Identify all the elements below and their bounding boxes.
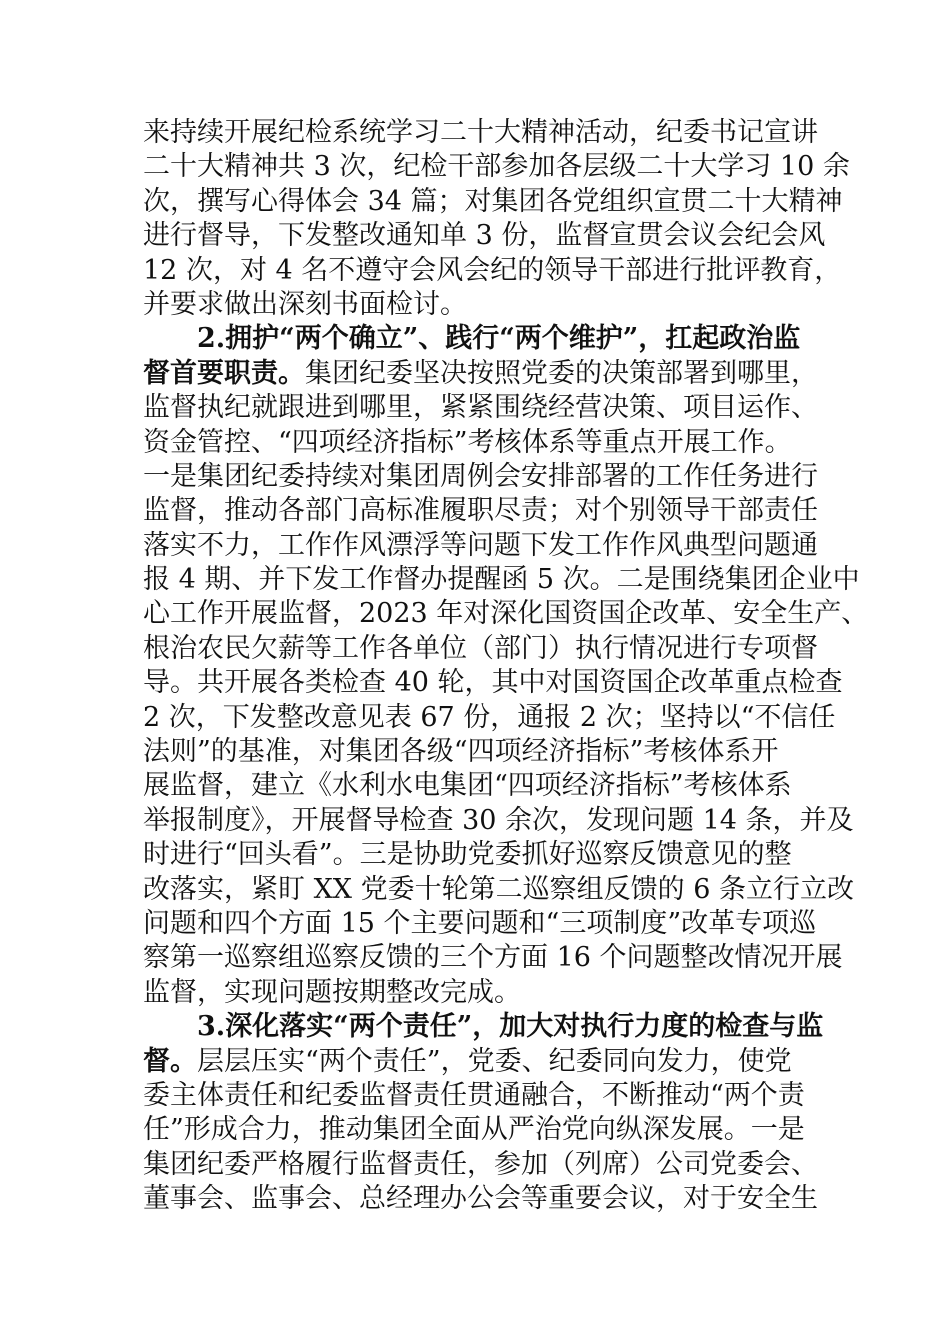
- text-line: [143, 1182, 823, 1216]
- text-line: [143, 666, 843, 700]
- paragraph-text: 任”形成合力，推动集团全面从严治党向纵深发展。一是: [143, 1114, 805, 1146]
- text-line: [143, 219, 826, 253]
- paragraph-text: 问题和四个方面 15 个主要问题和“三项制度”改革专项巡: [143, 907, 817, 939]
- text-line: [143, 288, 823, 322]
- text-line: [143, 460, 823, 494]
- paragraph-text: 来持续开展纪检系统学习二十大精神活动，纪委书记宣讲: [143, 117, 818, 148]
- text-line: [143, 150, 850, 184]
- paragraph-text: 落实不力，工作作风漂浮等问题下发工作作风典型问题通: [143, 529, 818, 561]
- text-line: [143, 426, 823, 460]
- text-line: [143, 769, 823, 803]
- paragraph-text: 次，撰写心得体会 34 篇；对集团各党组织宣贯二十大精神: [143, 185, 843, 217]
- text-line: [143, 976, 823, 1010]
- paragraph-text: 改落实，紧盯 XX 党委十轮第二巡察组反馈的 6 条立行立改: [143, 873, 854, 905]
- paragraph-text: 二十大精神共 3 次，纪检干部参加各层级二十大学习 10 余: [143, 151, 850, 183]
- paragraph-text: 展监督，建立《水利水电集团“四项经济指标”考核体系: [143, 770, 792, 802]
- paragraph-text: 监督，实现问题按期整改完成。: [143, 976, 521, 1008]
- paragraph-text: 举报制度》，开展督导检查 30 余次，发现问题 14 条，并及: [143, 804, 854, 836]
- text-line: [143, 494, 823, 528]
- text-line: [143, 254, 842, 288]
- paragraph-text: 时进行“回头看”。三是协助党委抓好巡察反馈意见的整: [143, 839, 792, 871]
- paragraph-text: 2 次，下发整改意见表 67 份，通报 2 次；坚持以“不信任: [143, 701, 836, 733]
- paragraph-text: 导。共开展各类检查 40 轮，其中对国资国企改革重点检查: [143, 667, 843, 699]
- text-line: [143, 1148, 823, 1182]
- paragraph-text: 报 4 期、并下发工作督办提醒函 5 次。二是围绕集团企业中: [143, 564, 860, 596]
- text-line: [143, 838, 823, 872]
- text-line: [143, 907, 823, 941]
- text-line: [143, 735, 823, 769]
- paragraph-text: 委主体责任和纪委监督责任贯通融合，不断推动“两个责: [143, 1079, 805, 1111]
- text-line: [143, 1079, 823, 1113]
- paragraph-text: 董事会、监事会、总经理办公会等重要会议，对于安全生: [143, 1183, 818, 1215]
- paragraph-text: 12 次，对 4 名不遵守会风会纪的领导干部进行批评教育，: [143, 254, 842, 286]
- text-line: [143, 391, 823, 425]
- paragraph-text: 监督，推动各部门高标准履职尽责；对个别领导干部责任: [143, 495, 818, 527]
- text-line: [143, 185, 843, 219]
- text-line: [143, 701, 836, 735]
- paragraph-text: 并要求做出深刻书面检讨。: [143, 288, 467, 320]
- section-heading: 督。: [143, 1045, 197, 1077]
- text-line: [143, 873, 854, 907]
- paragraph-text: 监督执纪就跟进到哪里，紧紧围绕经营决策、项目运作、: [143, 392, 818, 424]
- text-line: [143, 804, 854, 838]
- document-body: [143, 116, 869, 1217]
- text-line: [143, 1045, 823, 1079]
- paragraph-text: 层层压实“两个责任”，党委、纪委同向发力，使党: [197, 1045, 792, 1077]
- text-line: [143, 563, 860, 597]
- text-line: [143, 941, 843, 975]
- paragraph-text: 心工作开展监督，2023 年对深化国资国企改革、安全生产、: [143, 598, 869, 630]
- text-line: [143, 322, 823, 356]
- paragraph-text: 进行督导，下发整改通知单 3 份，监督宣贯会议会纪会风: [143, 220, 826, 252]
- text-line: [143, 1113, 823, 1147]
- paragraph-text: 根治农民欠薪等工作各单位（部门）执行情况进行专项督: [143, 632, 818, 664]
- section-heading: 督首要职责。: [143, 357, 305, 389]
- paragraph-text: 集团纪委严格履行监督责任，参加（列席）公司党委会、: [143, 1148, 818, 1180]
- section-heading: 3.深化落实“两个责任”，加大对执行力度的检查与监: [197, 1011, 824, 1043]
- section-heading: 2.拥护“两个确立”、践行“两个维护”，扛起政治监: [197, 323, 801, 355]
- text-line: [143, 357, 823, 391]
- text-line: [143, 529, 823, 563]
- text-line: [143, 632, 823, 666]
- paragraph-text: 集团纪委坚决按照党委的决策部署到哪里，: [305, 357, 818, 389]
- paragraph-text: 法则”的基准，对集团各级“四项经济指标”考核体系开: [143, 736, 779, 768]
- paragraph-text: 一是集团纪委持续对集团周例会安排部署的工作任务进行: [143, 460, 818, 492]
- paragraph-text: 资金管控、“四项经济指标”考核体系等重点开展工作。: [143, 426, 792, 458]
- text-line: [143, 597, 869, 631]
- text-line: [143, 116, 823, 150]
- paragraph-text: 察第一巡察组巡察反馈的三个方面 16 个问题整改情况开展: [143, 942, 843, 974]
- text-line: [143, 1010, 823, 1044]
